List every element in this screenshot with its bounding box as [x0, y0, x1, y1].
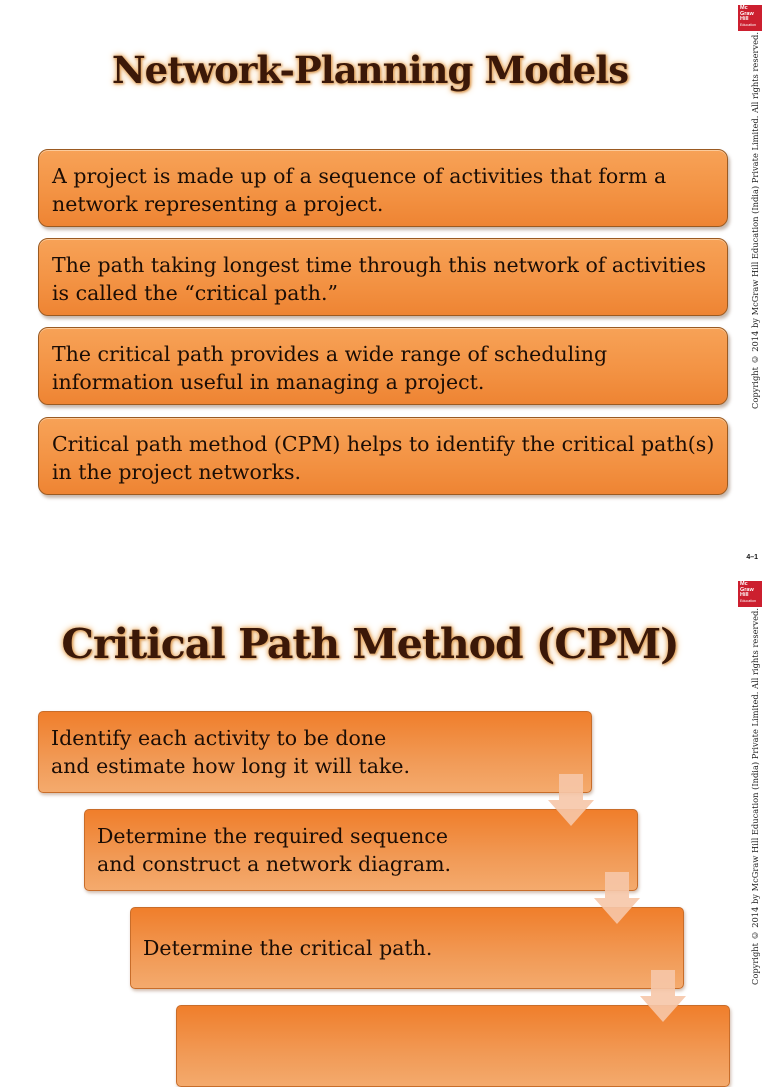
process-step-2: Determine the required sequence and construct a network diagram. [84, 809, 638, 891]
slide-number: 4–1 [746, 554, 758, 561]
bullet-box-4: Critical path method (CPM) helps to identify the critical path(s) in the project networks. [38, 417, 728, 495]
mcgraw-hill-logo [738, 581, 762, 607]
slide-critical-path-method [0, 554, 768, 1024]
logo-text-graw: Graw [740, 586, 754, 593]
process-step-1: Identify each activity to be done and estimate how long it will take. [38, 711, 592, 793]
down-arrow-icon [640, 970, 686, 1022]
bullet-box-3: The critical path provides a wide range of scheduling information useful in managing a project. [38, 327, 728, 405]
logo-text-graw: Graw [740, 10, 754, 17]
down-arrow-icon [594, 872, 640, 924]
slide-network-planning-models [0, 0, 768, 530]
logo-text-education: Education [740, 22, 756, 27]
bullet-box-2: The path taking longest time through this network of activities is called the “critical path.” [38, 238, 728, 316]
logo-text-mc: Mc [740, 5, 748, 11]
logo-text-hill: Hill [740, 592, 749, 599]
logo-text-mc: Mc [740, 581, 748, 587]
slide-title: Critical Path Method (CPM) [61, 620, 679, 668]
logo-text-hill: Hill [740, 16, 749, 23]
process-step-3: Determine the critical path. [130, 907, 684, 989]
mcgraw-hill-logo [738, 5, 762, 31]
slide-title: Network-Planning Models [111, 48, 629, 92]
down-arrow-icon [548, 774, 594, 826]
bullet-box-1: A project is made up of a sequence of activities that form a network representing a project. [38, 149, 728, 227]
logo-text-education: Education [740, 598, 756, 603]
copyright-notice: Copyright © 2014 by McGraw Hill Education (India) Private Limited. All rights reserved. [750, 31, 760, 409]
copyright-notice: Copyright © 2014 by McGraw Hill Education (India) Private Limited. All rights reserved. [750, 607, 760, 985]
